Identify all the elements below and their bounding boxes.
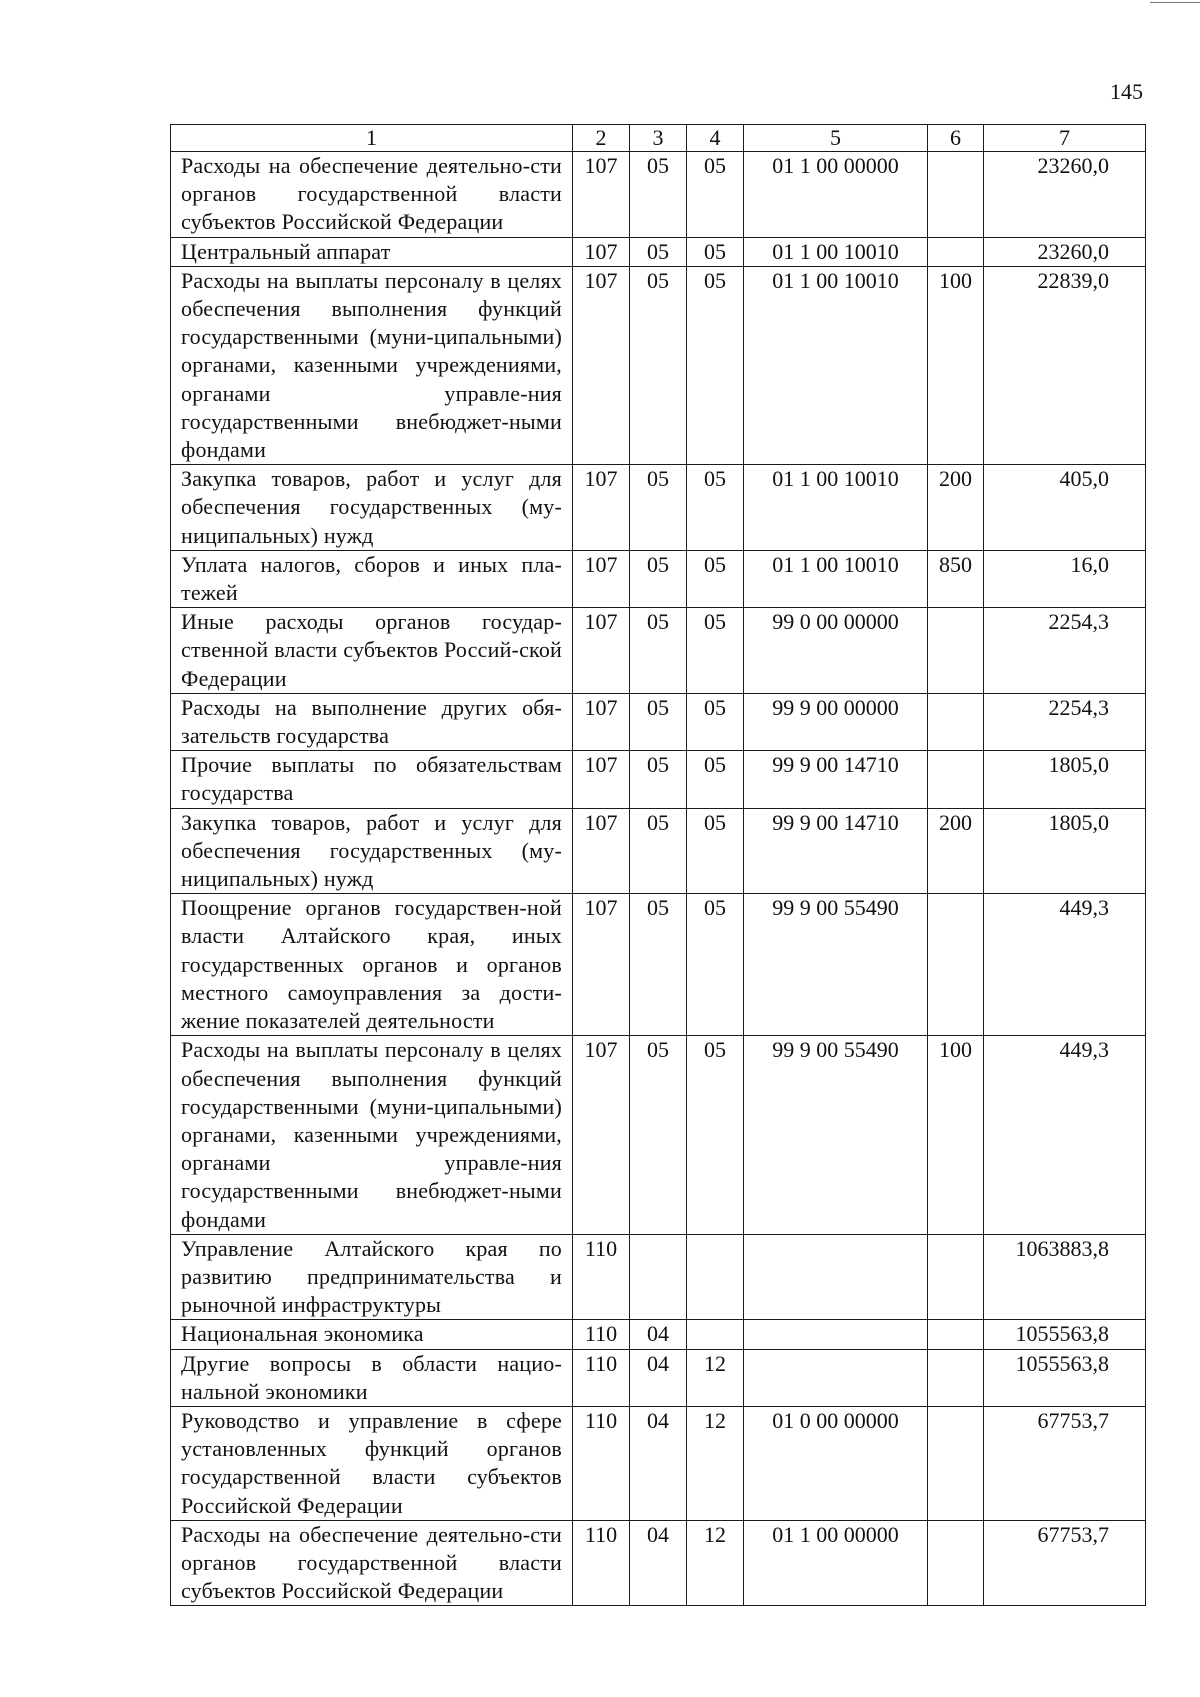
row-expense-type-cell: [928, 1320, 984, 1349]
table-row: [171, 237, 1146, 266]
row-target-item-cell: [744, 1320, 928, 1349]
row-expense-type-cell: [928, 1349, 984, 1406]
row-amount-cell: 449,3: [984, 1036, 1146, 1234]
row-code-cell: 107: [573, 608, 630, 694]
row-target-item-cell: 01 1 00 10010: [744, 266, 928, 464]
row-expense-type-cell: [928, 152, 984, 238]
row-section-cell: 05: [630, 751, 687, 808]
row-amount-cell: 23260,0: [984, 237, 1146, 266]
row-section-cell: 04: [630, 1406, 687, 1520]
page-edge-mark: [1150, 2, 1200, 3]
row-name-cell: Расходы на обеспечение деятельно-сти органов государственной власти субъектов Российской Федерации: [171, 1520, 573, 1606]
row-section-cell: 05: [630, 550, 687, 607]
row-name-cell: Центральный аппарат: [171, 237, 573, 266]
row-code-cell: 110: [573, 1520, 630, 1606]
row-target-item-cell: 99 9 00 14710: [744, 751, 928, 808]
table-row: [171, 608, 1146, 694]
header-cell-6: 6: [928, 125, 984, 152]
row-amount-cell: 22839,0: [984, 266, 1146, 464]
row-target-item-cell: 99 0 00 00000: [744, 608, 928, 694]
row-amount-cell: 405,0: [984, 465, 1146, 551]
row-name-cell: Управление Алтайского края по развитию предпринимательства и рыночной инфраструктуры: [171, 1234, 573, 1320]
row-code-cell: 110: [573, 1406, 630, 1520]
table-row: [171, 693, 1146, 750]
row-code-cell: 107: [573, 465, 630, 551]
row-subsection-cell: 05: [687, 751, 744, 808]
row-subsection-cell: 05: [687, 608, 744, 694]
row-subsection-cell: 05: [687, 894, 744, 1036]
row-expense-type-cell: [928, 608, 984, 694]
row-subsection-cell: 05: [687, 152, 744, 238]
table-row: [171, 1520, 1146, 1606]
header-cell-4: 4: [687, 125, 744, 152]
table-row: [171, 1349, 1146, 1406]
row-amount-cell: 449,3: [984, 894, 1146, 1036]
row-amount-cell: 1055563,8: [984, 1349, 1146, 1406]
row-expense-type-cell: [928, 1234, 984, 1320]
row-target-item-cell: [744, 1234, 928, 1320]
row-subsection-cell: 05: [687, 693, 744, 750]
row-name-cell: Иные расходы органов государ-ственной власти субъектов Россий-ской Федерации: [171, 608, 573, 694]
row-expense-type-cell: [928, 237, 984, 266]
row-section-cell: 05: [630, 608, 687, 694]
row-target-item-cell: 99 9 00 55490: [744, 1036, 928, 1234]
row-section-cell: 05: [630, 152, 687, 238]
row-subsection-cell: 05: [687, 266, 744, 464]
row-amount-cell: 1805,0: [984, 751, 1146, 808]
table-row: [171, 1406, 1146, 1520]
row-code-cell: 107: [573, 550, 630, 607]
row-amount-cell: 1063883,8: [984, 1234, 1146, 1320]
table-row: [171, 266, 1146, 464]
row-name-cell: Прочие выплаты по обязательствам государства: [171, 751, 573, 808]
row-subsection-cell: 05: [687, 550, 744, 607]
row-target-item-cell: 99 9 00 14710: [744, 808, 928, 894]
table-row: [171, 1320, 1146, 1349]
row-expense-type-cell: [928, 751, 984, 808]
header-cell-5: 5: [744, 125, 928, 152]
row-target-item-cell: 01 1 00 00000: [744, 152, 928, 238]
row-section-cell: 05: [630, 266, 687, 464]
row-amount-cell: 67753,7: [984, 1520, 1146, 1606]
header-cell-1: 1: [171, 125, 573, 152]
row-target-item-cell: 01 1 00 10010: [744, 550, 928, 607]
row-target-item-cell: 01 1 00 10010: [744, 237, 928, 266]
budget-table: [170, 124, 1146, 1606]
row-name-cell: Расходы на выполнение других обя-зательств государства: [171, 693, 573, 750]
header-cell-3: 3: [630, 125, 687, 152]
row-code-cell: 110: [573, 1349, 630, 1406]
row-subsection-cell: [687, 1320, 744, 1349]
row-subsection-cell: 12: [687, 1406, 744, 1520]
header-cell-2: 2: [573, 125, 630, 152]
row-expense-type-cell: 200: [928, 465, 984, 551]
row-code-cell: 107: [573, 693, 630, 750]
row-amount-cell: 2254,3: [984, 608, 1146, 694]
row-amount-cell: 16,0: [984, 550, 1146, 607]
row-expense-type-cell: [928, 693, 984, 750]
row-expense-type-cell: 100: [928, 1036, 984, 1234]
row-subsection-cell: 12: [687, 1520, 744, 1606]
row-section-cell: [630, 1234, 687, 1320]
row-name-cell: Руководство и управление в сфере установленных функций органов государственной власти субъектов Российской Федерации: [171, 1406, 573, 1520]
row-code-cell: 107: [573, 152, 630, 238]
row-target-item-cell: 01 0 00 00000: [744, 1406, 928, 1520]
row-section-cell: 05: [630, 894, 687, 1036]
row-subsection-cell: 05: [687, 1036, 744, 1234]
row-amount-cell: 1055563,8: [984, 1320, 1146, 1349]
row-name-cell: Закупка товаров, работ и услуг для обеспечения государственных (му-ниципальных) нужд: [171, 808, 573, 894]
row-code-cell: 107: [573, 266, 630, 464]
row-target-item-cell: 99 9 00 00000: [744, 693, 928, 750]
row-section-cell: 04: [630, 1520, 687, 1606]
row-expense-type-cell: 100: [928, 266, 984, 464]
row-subsection-cell: [687, 1234, 744, 1320]
table-row: [171, 465, 1146, 551]
table-row: [171, 894, 1146, 1036]
table-row: [171, 751, 1146, 808]
row-section-cell: 05: [630, 465, 687, 551]
row-section-cell: 05: [630, 1036, 687, 1234]
row-section-cell: 04: [630, 1349, 687, 1406]
row-target-item-cell: 99 9 00 55490: [744, 894, 928, 1036]
row-target-item-cell: [744, 1349, 928, 1406]
table-row: [171, 152, 1146, 238]
row-code-cell: 110: [573, 1320, 630, 1349]
row-expense-type-cell: [928, 1406, 984, 1520]
row-code-cell: 107: [573, 237, 630, 266]
table-row: [171, 1234, 1146, 1320]
row-section-cell: 05: [630, 693, 687, 750]
row-subsection-cell: 12: [687, 1349, 744, 1406]
row-code-cell: 107: [573, 808, 630, 894]
table-row: [171, 808, 1146, 894]
row-subsection-cell: 05: [687, 465, 744, 551]
row-section-cell: 04: [630, 1320, 687, 1349]
row-name-cell: Расходы на выплаты персоналу в целях обеспечения выполнения функций государственными (муни-ципальными) органами, казенными учреждениями, органами управле-ния государственными внебюджет-ными фондами: [171, 1036, 573, 1234]
row-expense-type-cell: [928, 894, 984, 1036]
row-code-cell: 107: [573, 1036, 630, 1234]
row-name-cell: Уплата налогов, сборов и иных пла-тежей: [171, 550, 573, 607]
row-target-item-cell: 01 1 00 10010: [744, 465, 928, 551]
header-cell-7: 7: [984, 125, 1146, 152]
row-name-cell: Расходы на обеспечение деятельно-сти органов государственной власти субъектов Российской Федерации: [171, 152, 573, 238]
row-name-cell: Поощрение органов государствен-ной власти Алтайского края, иных государственных органов и органов местного самоуправления за дости-жение показателей деятельности: [171, 894, 573, 1036]
row-name-cell: Расходы на выплаты персоналу в целях обеспечения выполнения функций государственными (муни-ципальными) органами, казенными учреждениями, органами управле-ния государственными внебюджет-ными фондами: [171, 266, 573, 464]
row-amount-cell: 67753,7: [984, 1406, 1146, 1520]
row-section-cell: 05: [630, 237, 687, 266]
header-row: [171, 125, 1146, 152]
row-amount-cell: 2254,3: [984, 693, 1146, 750]
row-name-cell: Закупка товаров, работ и услуг для обеспечения государственных (му-ниципальных) нужд: [171, 465, 573, 551]
row-section-cell: 05: [630, 808, 687, 894]
row-name-cell: Национальная экономика: [171, 1320, 573, 1349]
table-row: [171, 1036, 1146, 1234]
row-code-cell: 107: [573, 894, 630, 1036]
row-target-item-cell: 01 1 00 00000: [744, 1520, 928, 1606]
row-expense-type-cell: 850: [928, 550, 984, 607]
row-subsection-cell: 05: [687, 237, 744, 266]
row-expense-type-cell: [928, 1520, 984, 1606]
row-amount-cell: 23260,0: [984, 152, 1146, 238]
row-amount-cell: 1805,0: [984, 808, 1146, 894]
row-expense-type-cell: 200: [928, 808, 984, 894]
row-code-cell: 110: [573, 1234, 630, 1320]
page-number: 145: [1110, 79, 1143, 104]
row-subsection-cell: 05: [687, 808, 744, 894]
table-row: [171, 550, 1146, 607]
row-name-cell: Другие вопросы в области нацио-нальной экономики: [171, 1349, 573, 1406]
row-code-cell: 107: [573, 751, 630, 808]
